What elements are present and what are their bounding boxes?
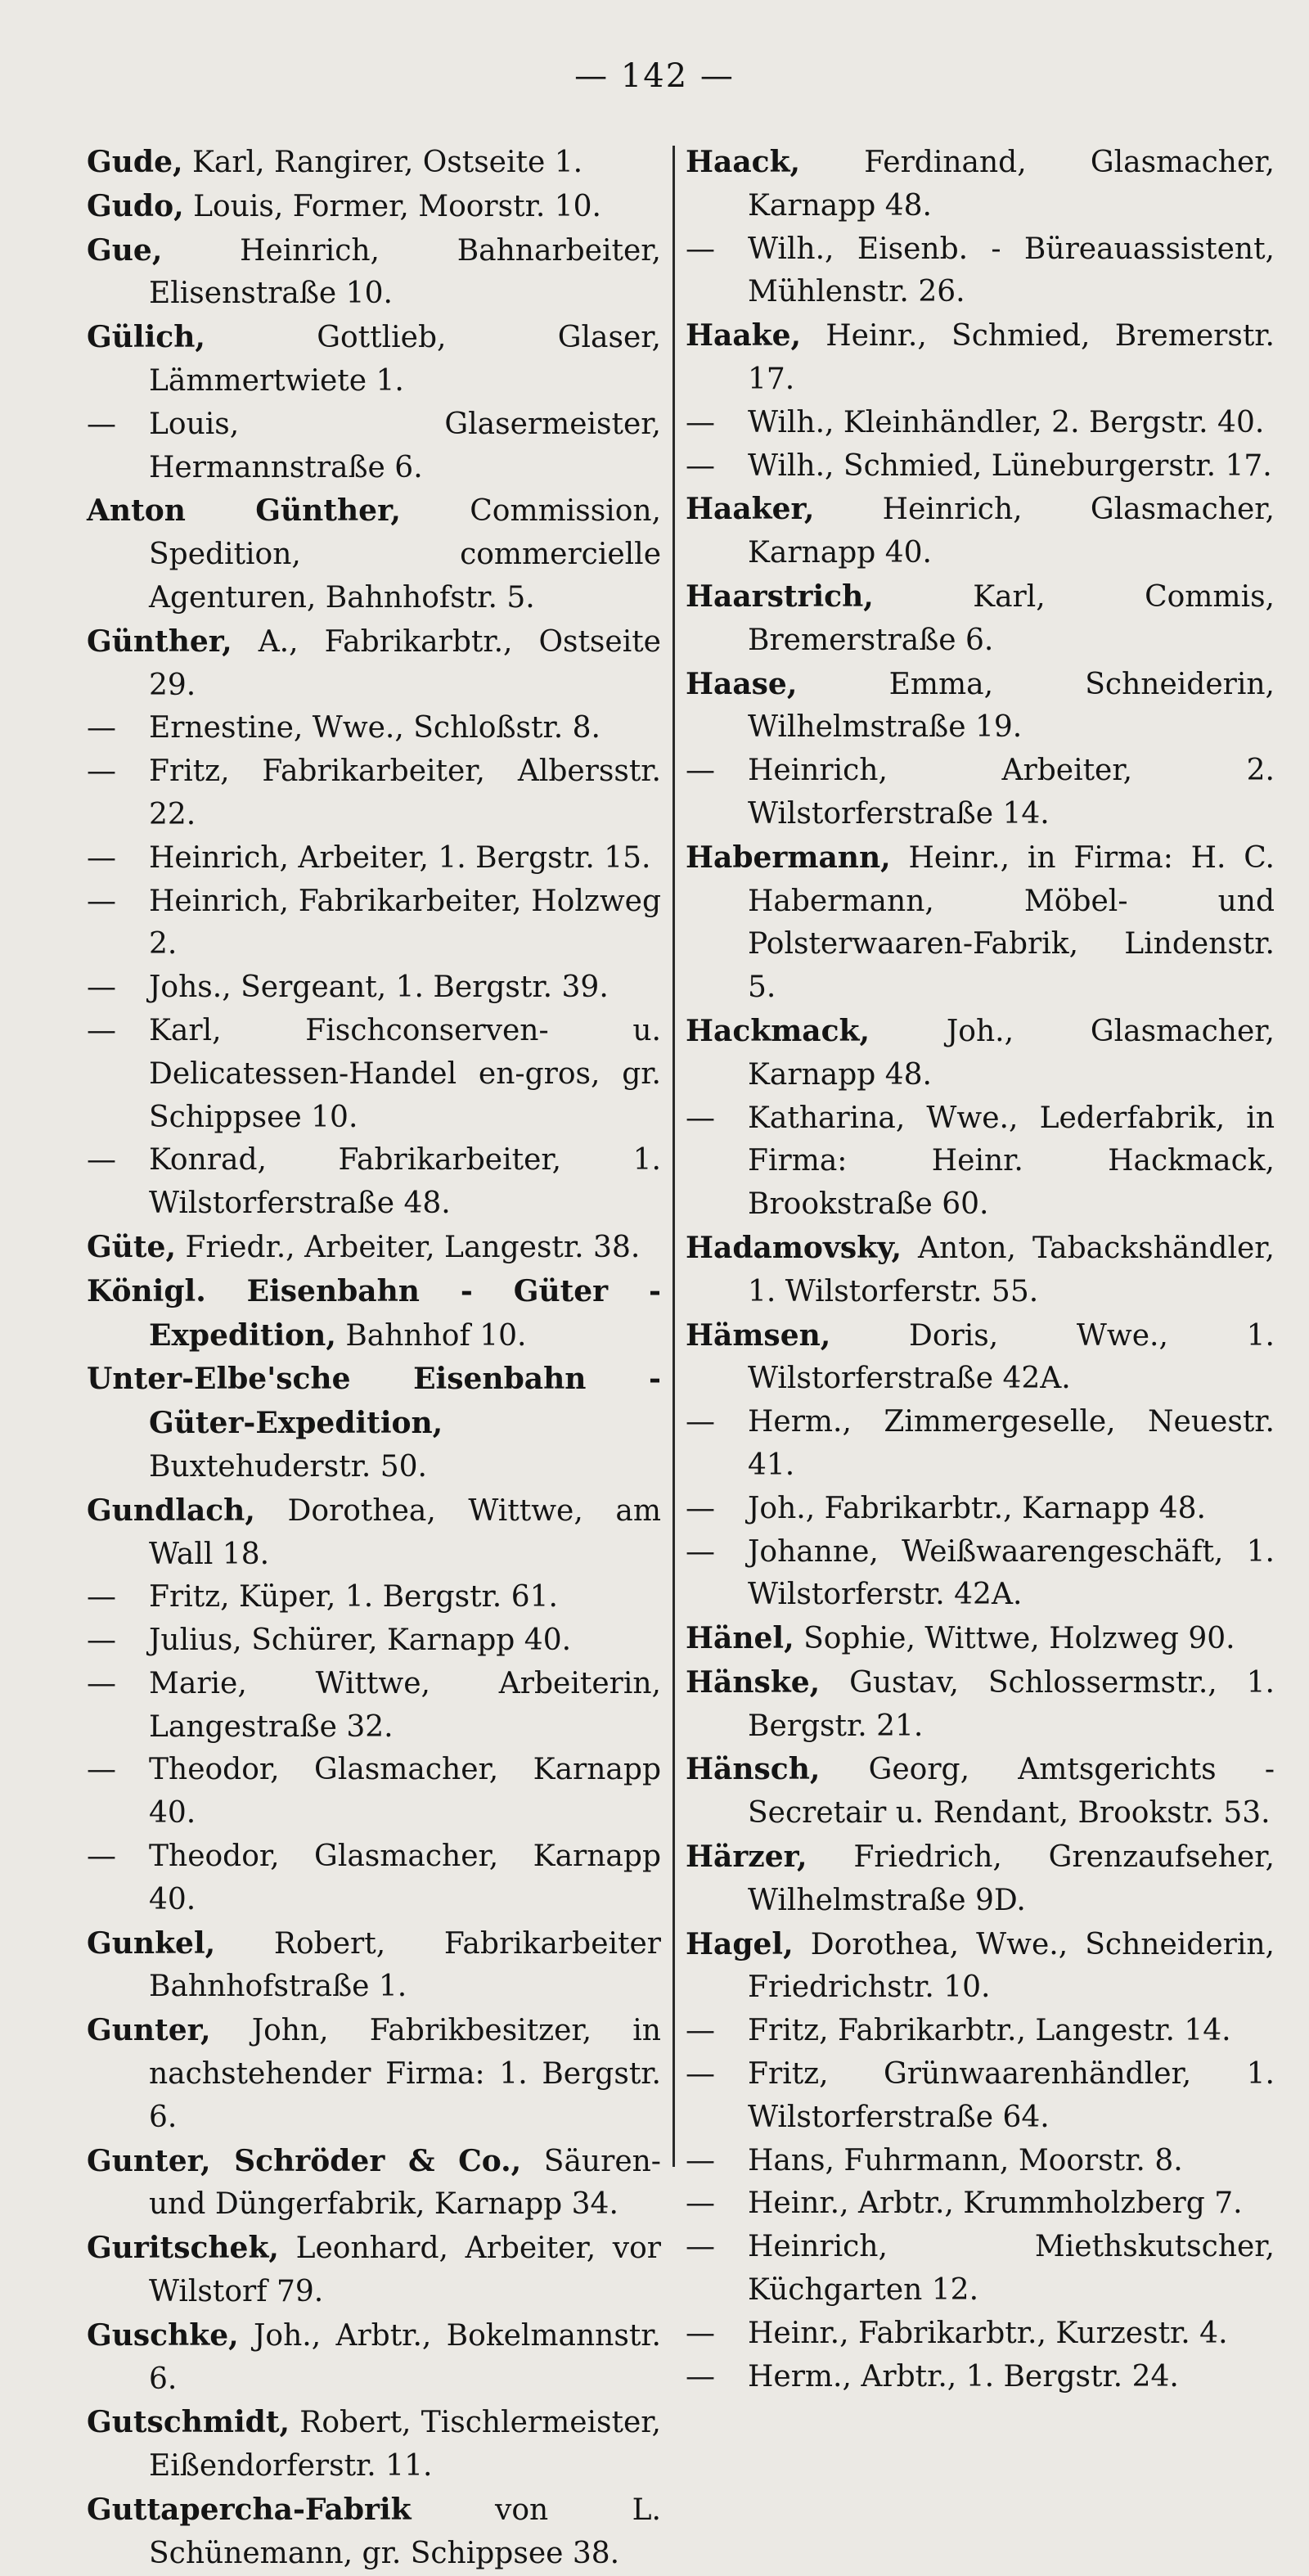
- entry-details: Theodor, Glasmacher, Karnapp 40.: [149, 1840, 661, 1916]
- entry-details: Wilh., Eisenb. - Büreauassistent, Mühlenstr. 26.: [748, 232, 1275, 309]
- directory-entry: [87, 229, 661, 317]
- directory-entry: [686, 1923, 1275, 2011]
- entry-details: Fritz, Fabrikarbtr., Langestr. 14.: [748, 2014, 1231, 2048]
- directory-entry: [87, 141, 661, 185]
- entry-details: Louis, Glasermeister, Hermannstraße 6.: [149, 407, 661, 484]
- entry-details: Sophie, Wittwe, Holzweg 90.: [803, 1622, 1235, 1656]
- entry-repeat-dash: —: [686, 754, 715, 788]
- entry-details: Gottlieb, Glaser, Lämmertwiete 1.: [149, 321, 661, 398]
- entry-name: Haack,: [686, 145, 801, 179]
- directory-entry: [87, 403, 661, 490]
- entry-details: Louis, Former, Moorstr. 10.: [193, 189, 601, 223]
- entry-repeat-dash: —: [87, 1624, 116, 1658]
- directory-entry: [686, 2140, 1275, 2183]
- directory-entry: [686, 663, 1275, 750]
- entry-repeat-dash: —: [87, 1580, 116, 1615]
- entry-details: Heinrich, Bahnarbeiter, Elisenstraße 10.: [149, 233, 661, 311]
- entry-name: Gunter,: [87, 2013, 211, 2048]
- entry-details: Georg, Amtsgerichts - Secretair u. Rendant, Brookstr. 53.: [748, 1753, 1275, 1831]
- entry-details: Hans, Fuhrmann, Moorstr. 8.: [748, 2143, 1183, 2177]
- entry-repeat-dash: —: [87, 971, 116, 1005]
- entry-details: Dorothea, Wittwe, am Wall 18.: [149, 1493, 661, 1571]
- entry-name: Güte,: [87, 1229, 176, 1264]
- directory-entry: [87, 750, 661, 837]
- directory-entry: [87, 1835, 661, 1922]
- entry-name: Hagel,: [686, 1926, 794, 1961]
- entry-name: Gunkel,: [87, 1925, 216, 1961]
- entry-details: Theodor, Glasmacher, Karnapp 40.: [149, 1753, 661, 1831]
- entry-name: Gude,: [87, 145, 183, 179]
- directory-entry: [686, 1097, 1275, 1227]
- entry-repeat-dash: —: [686, 1491, 715, 1525]
- directory-entry: [686, 1835, 1275, 1923]
- entry-details: Fritz, Fabrikarbeiter, Albersstr. 22.: [149, 754, 661, 831]
- entry-name: Unter-Elbe'sche Eisenbahn - Güter-Expedition,: [87, 1362, 661, 1441]
- entry-details: Säuren- und Düngerfabrik, Karnapp 34.: [149, 2144, 661, 2222]
- entry-repeat-dash: —: [686, 2230, 715, 2264]
- entry-name: Guttapercha-Fabrik: [87, 2493, 412, 2528]
- directory-entry: [686, 750, 1275, 836]
- entry-name: Guritschek,: [87, 2231, 279, 2266]
- entry-repeat-dash: —: [686, 1405, 715, 1439]
- entry-repeat-dash: —: [686, 2014, 715, 2048]
- directory-entry: [686, 402, 1275, 445]
- directory-entry: [87, 185, 661, 229]
- entry-name: Anton Günther,: [87, 493, 401, 529]
- directory-entry: [87, 620, 661, 708]
- entry-details: Friedrich, Grenzaufseher, Wilhelmstraße 9D.: [748, 1840, 1275, 1917]
- entry-details: Heinrich, Fabrikarbeiter, Holzweg 2.: [149, 884, 661, 961]
- entry-details: Marie, Wittwe, Arbeiterin, Langestraße 32.: [149, 1666, 661, 1744]
- directory-entry: [686, 1227, 1275, 1314]
- entry-details: Heinrich, Miethskutscher, Küchgarten 12.: [748, 2230, 1275, 2308]
- directory-entry: [87, 1749, 661, 1835]
- directory-entry: [87, 489, 661, 619]
- directory-entry: [87, 1663, 661, 1750]
- directory-entry: [87, 1010, 661, 1139]
- directory-entry: [87, 2314, 661, 2402]
- entry-name: Haaker,: [686, 492, 815, 527]
- entry-details: Commission, Spedition, commercielle Agenturen, Bahnhofstr. 5.: [149, 494, 661, 615]
- entry-details: Johs., Sergeant, 1. Bergstr. 39.: [149, 971, 609, 1005]
- entry-details: Bahnhof 10.: [345, 1318, 527, 1353]
- entry-name: Härzer,: [686, 1840, 807, 1875]
- entry-repeat-dash: —: [87, 1143, 116, 1178]
- directory-entry: [87, 2009, 661, 2139]
- entry-details: Gustav, Schlossermstr., 1. Bergstr. 21.: [748, 1665, 1275, 1743]
- entry-name: Gülich,: [87, 320, 205, 355]
- directory-entry: [686, 2182, 1275, 2226]
- entry-repeat-dash: —: [686, 2316, 715, 2350]
- entry-name: Haase,: [686, 666, 798, 701]
- directory-entry: [686, 228, 1275, 315]
- directory-entry: [87, 837, 661, 880]
- directory-entry: [87, 1619, 661, 1663]
- entry-details: Heinr., Arbtr., Krummholzberg 7.: [748, 2186, 1243, 2221]
- directory-entry: [686, 1661, 1275, 1749]
- entry-details: Johanne, Weißwaarengeschäft, 1. Wilstorferstr. 42A.: [748, 1534, 1275, 1612]
- directory-entry: [686, 2010, 1275, 2053]
- left-column: [87, 141, 661, 2576]
- entry-details: von L. Schünemann, gr. Schippsee 38.: [149, 2493, 661, 2570]
- entry-repeat-dash: —: [87, 754, 116, 789]
- entry-repeat-dash: —: [87, 1013, 116, 1047]
- entry-repeat-dash: —: [87, 407, 116, 441]
- directory-entry: [87, 2140, 661, 2227]
- directory-entry: [686, 314, 1275, 402]
- entry-details: Wilh., Kleinhändler, 2. Bergstr. 40.: [748, 405, 1265, 439]
- entry-name: Gundlach,: [87, 1493, 255, 1528]
- directory-entry: [686, 141, 1275, 228]
- entry-details: Konrad, Fabrikarbeiter, 1. Wilstorferstraße 48.: [149, 1143, 661, 1221]
- directory-entry: [686, 2313, 1275, 2356]
- entry-name: Habermann,: [686, 840, 891, 875]
- entry-repeat-dash: —: [87, 711, 116, 745]
- directory-entry: [87, 1489, 661, 1577]
- directory-entry: [686, 1531, 1275, 1618]
- directory-entry: [87, 1270, 661, 1358]
- entry-repeat-dash: —: [87, 1840, 116, 1874]
- entry-details: Anton, Tabackshändler, 1. Wilstorferstr. 55.: [748, 1231, 1275, 1308]
- entry-details: Ferdinand, Glasmacher, Karnapp 48.: [748, 146, 1275, 223]
- entry-details: Karl, Fischconserven- u. Delicatessen-Handel en-gros, gr. Schippsee 10.: [149, 1013, 661, 1134]
- entry-details: Heinr., in Firma: H. C. Habermann, Möbel- und Polsterwaaren-Fabrik, Lindenstr. 5.: [748, 840, 1275, 1005]
- directory-entry: [87, 316, 661, 403]
- entry-details: Joh., Glasmacher, Karnapp 48.: [748, 1014, 1275, 1092]
- directory-entry: [686, 836, 1275, 1010]
- directory-entry: [87, 2227, 661, 2314]
- entry-details: Buxtehuderstr. 50.: [149, 1449, 427, 1484]
- entry-repeat-dash: —: [686, 2186, 715, 2221]
- entry-details: A., Fabrikarbtr., Ostseite 29.: [149, 624, 661, 702]
- directory-entry: [686, 1314, 1275, 1402]
- directory-entry: [87, 1922, 661, 2010]
- entry-name: Guschke,: [87, 2317, 239, 2353]
- entry-details: Herm., Zimmergeselle, Neuestr. 41.: [748, 1405, 1275, 1482]
- entry-repeat-dash: —: [686, 1101, 715, 1135]
- directory-entry: [686, 2053, 1275, 2140]
- directory-entry: [686, 2356, 1275, 2399]
- directory-entry: [87, 2401, 661, 2488]
- entry-details: Julius, Schürer, Karnapp 40.: [149, 1624, 572, 1658]
- entry-details: Joh., Fabrikarbtr., Karnapp 48.: [748, 1491, 1206, 1525]
- entry-repeat-dash: —: [87, 1666, 116, 1700]
- entry-name: Gunter, Schröder & Co.,: [87, 2143, 522, 2178]
- directory-entry: [686, 1748, 1275, 1835]
- entry-details: Emma, Schneiderin, Wilhelmstraße 19.: [748, 667, 1275, 745]
- entry-name: Königl. Eisenbahn - Güter - Expedition,: [87, 1273, 661, 1353]
- entry-name: Gutschmidt,: [87, 2405, 290, 2440]
- entry-repeat-dash: —: [87, 840, 116, 875]
- entry-name: Haake,: [686, 318, 802, 354]
- entry-details: Robert, Fabrikarbeiter Bahnhofstraße 1.: [149, 1926, 661, 2004]
- entry-details: Karl, Rangirer, Ostseite 1.: [191, 146, 583, 179]
- entry-details: Fritz, Grünwaarenhändler, 1. Wilstorferstraße 64.: [748, 2057, 1275, 2134]
- entry-name: Haarstrich,: [686, 579, 874, 614]
- entry-details: Robert, Tischlermeister, Eißendorferstr. 11.: [149, 2406, 661, 2484]
- entry-repeat-dash: —: [686, 2143, 715, 2177]
- entry-name: Günther,: [87, 624, 232, 659]
- entry-details: Dorothea, Wwe., Schneiderin, Friedrichstr. 10.: [748, 1927, 1275, 2005]
- directory-entry: [686, 1488, 1275, 1531]
- directory-entry: [87, 880, 661, 967]
- directory-entry: [87, 1358, 661, 1488]
- entry-details: Doris, Wwe., 1. Wilstorferstraße 42A.: [748, 1318, 1275, 1396]
- entry-details: Leonhard, Arbeiter, vor Wilstorf 79.: [149, 2231, 662, 2309]
- entry-name: Hänske,: [686, 1664, 821, 1700]
- entry-details: Heinrich, Arbeiter, 1. Bergstr. 15.: [149, 840, 651, 875]
- entry-name: Hadamovsky,: [686, 1230, 902, 1265]
- directory-entry: [686, 1010, 1275, 1097]
- right-column: [686, 141, 1275, 2398]
- entry-details: Joh., Arbtr., Bokelmannstr. 6.: [149, 2318, 661, 2396]
- entry-repeat-dash: —: [87, 1753, 116, 1787]
- entry-name: Hänel,: [686, 1621, 794, 1656]
- entry-details: Katharina, Wwe., Lederfabrik, in Firma: Heinr. Hackmack, Brookstraße 60.: [748, 1101, 1275, 1222]
- entry-details: Herm., Arbtr., 1. Bergstr. 24.: [748, 2359, 1179, 2394]
- directory-entry: [87, 1576, 661, 1619]
- entry-repeat-dash: —: [686, 448, 715, 483]
- directory-entry: [87, 1139, 661, 1226]
- directory-entry: [686, 488, 1275, 575]
- entry-details: Heinr., Schmied, Bremerstr. 17.: [748, 319, 1275, 396]
- entry-details: Heinrich, Glasmacher, Karnapp 40.: [748, 493, 1275, 570]
- entry-details: Wilh., Schmied, Lüneburgerstr. 17.: [748, 448, 1272, 483]
- directory-entry: [686, 2226, 1275, 2313]
- directory-entry: [686, 575, 1275, 663]
- entry-repeat-dash: —: [686, 405, 715, 439]
- directory-entry: [686, 445, 1275, 489]
- entry-name: Gudo,: [87, 188, 184, 223]
- entry-details: John, Fabrikbesitzer, in nachstehender Firma: 1. Bergstr. 6.: [149, 2014, 661, 2134]
- directory-entry: [87, 966, 661, 1010]
- entry-name: Hänsch,: [686, 1752, 821, 1787]
- entry-repeat-dash: —: [686, 1534, 715, 1569]
- column-divider: [672, 146, 675, 2167]
- entry-details: Friedr., Arbeiter, Langestr. 38.: [185, 1230, 641, 1264]
- entry-name: Gue,: [87, 232, 163, 268]
- entry-details: Fritz, Küper, 1. Bergstr. 61.: [149, 1580, 558, 1615]
- entry-name: Hämsen,: [686, 1317, 831, 1353]
- directory-entry: [686, 1617, 1275, 1661]
- directory-entry: [87, 2488, 661, 2576]
- entry-repeat-dash: —: [686, 232, 715, 266]
- directory-entry: [686, 1401, 1275, 1488]
- entry-repeat-dash: —: [87, 884, 116, 918]
- directory-entry: [87, 1226, 661, 1270]
- entry-name: Hackmack,: [686, 1013, 870, 1048]
- page-number: — 142 —: [574, 57, 735, 95]
- entry-details: Heinrich, Arbeiter, 2. Wilstorferstraße 14.: [748, 754, 1275, 831]
- entry-details: Ernestine, Wwe., Schloßstr. 8.: [149, 711, 601, 745]
- entry-details: Karl, Commis, Bremerstraße 6.: [748, 579, 1275, 657]
- directory-entry: [87, 707, 661, 750]
- entry-details: Heinr., Fabrikarbtr., Kurzestr. 4.: [748, 2316, 1228, 2350]
- entry-repeat-dash: —: [686, 2057, 715, 2092]
- entry-repeat-dash: —: [686, 2359, 715, 2394]
